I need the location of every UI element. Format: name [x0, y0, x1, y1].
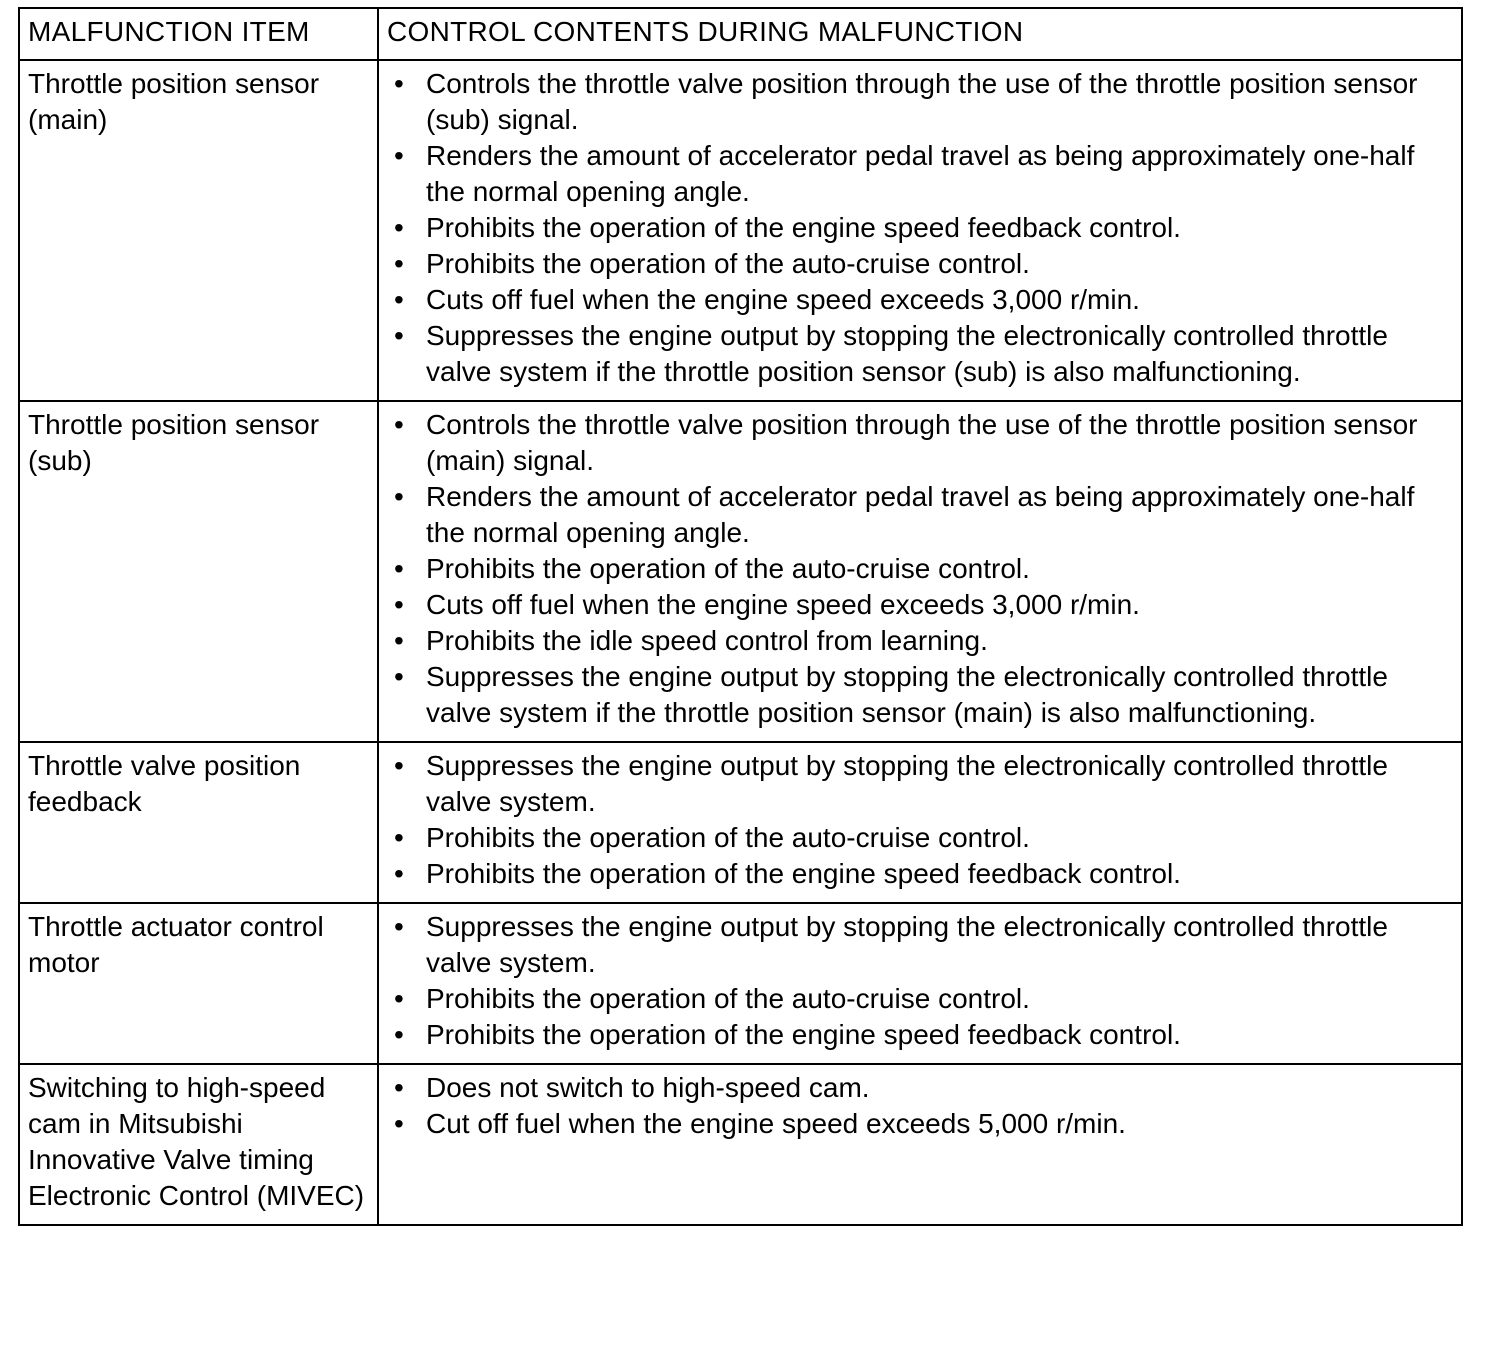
list-item	[391, 659, 1451, 731]
bullet-icon: •	[394, 1108, 404, 1139]
bullet-icon: •	[394, 589, 404, 620]
control-contents-cell	[378, 60, 1462, 401]
header-malfunction-item: MALFUNCTION ITEM	[19, 8, 378, 60]
list-item-text: Suppresses the engine output by stopping the electronically controlled throttle valve system if the throttle position sensor (sub) is also malfunctioning.	[426, 320, 1388, 387]
bullet-icon: •	[394, 409, 404, 440]
list-item	[391, 282, 1451, 318]
control-contents-list	[391, 748, 1451, 892]
list-item	[391, 820, 1451, 856]
header-control-contents: CONTROL CONTENTS DURING MALFUNCTION	[378, 8, 1462, 60]
list-item	[391, 246, 1451, 282]
list-item	[391, 551, 1451, 587]
list-item-text: Controls the throttle valve position through the use of the throttle position sensor (main) signal.	[426, 409, 1418, 476]
bullet-icon: •	[394, 212, 404, 243]
list-item-text: Cut off fuel when the engine speed exceeds 5,000 r/min.	[426, 1108, 1126, 1139]
list-item	[391, 1106, 1451, 1142]
malfunction-item-cell: Throttle position sensor (sub)	[19, 401, 378, 742]
list-item-text: Cuts off fuel when the engine speed exceeds 3,000 r/min.	[426, 589, 1140, 620]
list-item	[391, 210, 1451, 246]
list-item	[391, 909, 1451, 981]
malfunction-item-cell: Switching to high-speed cam in Mitsubishi Innovative Valve timing Electronic Control (MIVEC)	[19, 1064, 378, 1225]
list-item-text: Renders the amount of accelerator pedal travel as being approximately one-half the normal opening angle.	[426, 481, 1415, 548]
list-item-text: Prohibits the operation of the auto-cruise control.	[426, 553, 1030, 584]
bullet-icon: •	[394, 983, 404, 1014]
bullet-icon: •	[394, 1072, 404, 1103]
list-item-text: Prohibits the operation of the engine speed feedback control.	[426, 858, 1181, 889]
list-item-text: Does not switch to high-speed cam.	[426, 1072, 870, 1103]
table-header-row	[19, 8, 1462, 60]
list-item	[391, 623, 1451, 659]
bullet-icon: •	[394, 1019, 404, 1050]
list-item	[391, 407, 1451, 479]
bullet-icon: •	[394, 553, 404, 584]
bullet-icon: •	[394, 140, 404, 171]
list-item-text: Renders the amount of accelerator pedal travel as being approximately one-half the normal opening angle.	[426, 140, 1415, 207]
table-row	[19, 401, 1462, 742]
list-item-text: Prohibits the operation of the auto-cruise control.	[426, 983, 1030, 1014]
bullet-icon: •	[394, 284, 404, 315]
bullet-icon: •	[394, 68, 404, 99]
bullet-icon: •	[394, 481, 404, 512]
bullet-icon: •	[394, 858, 404, 889]
list-item	[391, 138, 1451, 210]
list-item-text: Controls the throttle valve position through the use of the throttle position sensor (sub) signal.	[426, 68, 1418, 135]
list-item-text: Prohibits the operation of the engine speed feedback control.	[426, 212, 1181, 243]
bullet-icon: •	[394, 248, 404, 279]
control-contents-cell	[378, 903, 1462, 1064]
bullet-icon: •	[394, 750, 404, 781]
list-item	[391, 1070, 1451, 1106]
bullet-icon: •	[394, 320, 404, 351]
list-item	[391, 1017, 1451, 1053]
list-item-text: Suppresses the engine output by stopping the electronically controlled throttle valve system.	[426, 911, 1388, 978]
table-row	[19, 903, 1462, 1064]
control-contents-cell	[378, 401, 1462, 742]
list-item-text: Prohibits the idle speed control from learning.	[426, 625, 988, 656]
bullet-icon: •	[394, 822, 404, 853]
list-item-text: Prohibits the operation of the engine speed feedback control.	[426, 1019, 1181, 1050]
malfunction-item-cell: Throttle position sensor (main)	[19, 60, 378, 401]
bullet-icon: •	[394, 625, 404, 656]
list-item	[391, 66, 1451, 138]
control-contents-list	[391, 66, 1451, 390]
malfunction-item-cell: Throttle valve position feedback	[19, 742, 378, 903]
control-contents-list	[391, 1070, 1451, 1142]
table-row	[19, 60, 1462, 401]
list-item-text: Cuts off fuel when the engine speed exceeds 3,000 r/min.	[426, 284, 1140, 315]
list-item	[391, 856, 1451, 892]
table-body	[19, 60, 1462, 1225]
list-item	[391, 479, 1451, 551]
control-contents-list	[391, 407, 1451, 731]
list-item	[391, 981, 1451, 1017]
list-item-text: Prohibits the operation of the auto-cruise control.	[426, 822, 1030, 853]
list-item	[391, 318, 1451, 390]
table-row	[19, 1064, 1462, 1225]
bullet-icon: •	[394, 911, 404, 942]
control-contents-cell	[378, 742, 1462, 903]
bullet-icon: •	[394, 661, 404, 692]
list-item-text: Suppresses the engine output by stopping the electronically controlled throttle valve system.	[426, 750, 1388, 817]
list-item-text: Suppresses the engine output by stopping the electronically controlled throttle valve system if the throttle position sensor (main) is also malfunctioning.	[426, 661, 1388, 728]
malfunction-item-cell: Throttle actuator control motor	[19, 903, 378, 1064]
list-item-text: Prohibits the operation of the auto-cruise control.	[426, 248, 1030, 279]
control-contents-list	[391, 909, 1451, 1053]
malfunction-control-table	[18, 7, 1463, 1226]
table-row	[19, 742, 1462, 903]
list-item	[391, 748, 1451, 820]
list-item	[391, 587, 1451, 623]
control-contents-cell	[378, 1064, 1462, 1225]
